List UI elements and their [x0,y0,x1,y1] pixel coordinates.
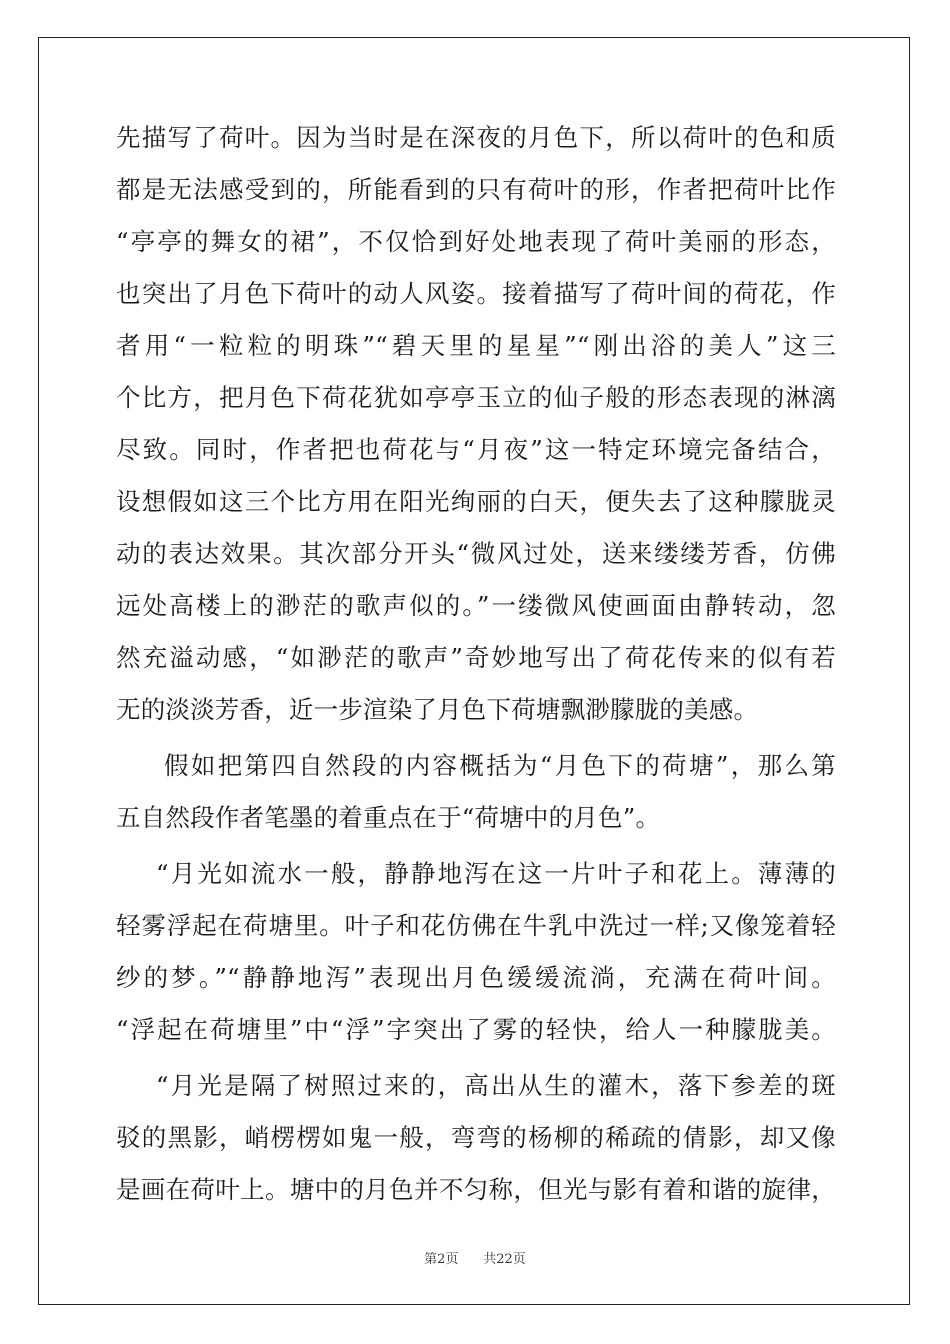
text-line: 设想假如这三个比方用在阳光绚丽的白天，便失去了这种朦胧灵 [116,487,836,516]
text-line: 是画在荷叶上。塘中的月色并不匀称，但光与影有着和谐的旋律， [116,1175,836,1204]
text-line: 远处高楼上的渺茫的歌声似的。”一缕微风使画面由静转动，忽 [116,591,836,620]
text-line: 然充溢动感，“如渺茫的歌声”奇妙地写出了荷花传来的似有若 [116,643,836,672]
text-line: 驳的黑影，峭楞楞如鬼一般，弯弯的杨柳的稀疏的倩影，却又像 [116,1123,836,1152]
page-footer [0,1248,950,1267]
total-pages: 共22页 [483,1252,526,1267]
text-line: 个比方，把月色下荷花犹如亭亭玉立的仙子般的形态表现的淋漓 [116,383,836,412]
text-line: 五自然段作者笔墨的着重点在于“荷塘中的月色”。 [116,803,661,832]
text-line: “亭亭的舞女的裙”，不仅恰到好处地表现了荷叶美丽的形态， [116,227,836,256]
footer-spacer [463,1252,480,1267]
text-line: 尽致。同时，作者把也荷花与“月夜”这一特定环境完备结合， [116,435,836,464]
text-line: 轻雾浮起在荷塘里。叶子和花仿佛在牛乳中洗过一样;又像笼着轻 [116,911,836,940]
text-line: 先描写了荷叶。因为当时是在深夜的月色下，所以荷叶的色和质 [116,123,836,152]
paragraph-start-line: “月光如流水一般，静静地泻在这一片叶子和花上。薄薄的 [156,859,836,888]
paragraph-start-line: “月光是隔了树照过来的，高出从生的灌木，落下参差的斑 [156,1071,836,1100]
text-line: 都是无法感受到的，所能看到的只有荷叶的形，作者把荷叶比作 [116,175,836,204]
text-line: 纱的梦。”“静静地泻”表现出月色缓缓流淌，充满在荷叶间。 [116,963,836,992]
page-number: 第2页 [424,1252,459,1267]
document-body [116,112,836,1216]
paragraph-start-line: 假如把第四自然段的内容概括为“月色下的荷塘”，那么第 [164,751,836,780]
text-line: 动的表达效果。其次部分开头“微风过处，送来缕缕芳香，仿佛 [116,539,836,568]
text-line: 者用“一粒粒的明珠”“碧天里的星星”“刚出浴的美人”这三 [116,331,836,360]
text-line: 无的淡淡芳香，近一步渲染了月色下荷塘飘渺朦胧的美感。 [116,695,759,724]
text-line: “浮起在荷塘里”中“浮”字突出了雾的轻快，给人一种朦胧美。 [116,1015,836,1044]
text-line: 也突出了月色下荷叶的动人风姿。接着描写了荷叶间的荷花，作 [116,279,836,308]
